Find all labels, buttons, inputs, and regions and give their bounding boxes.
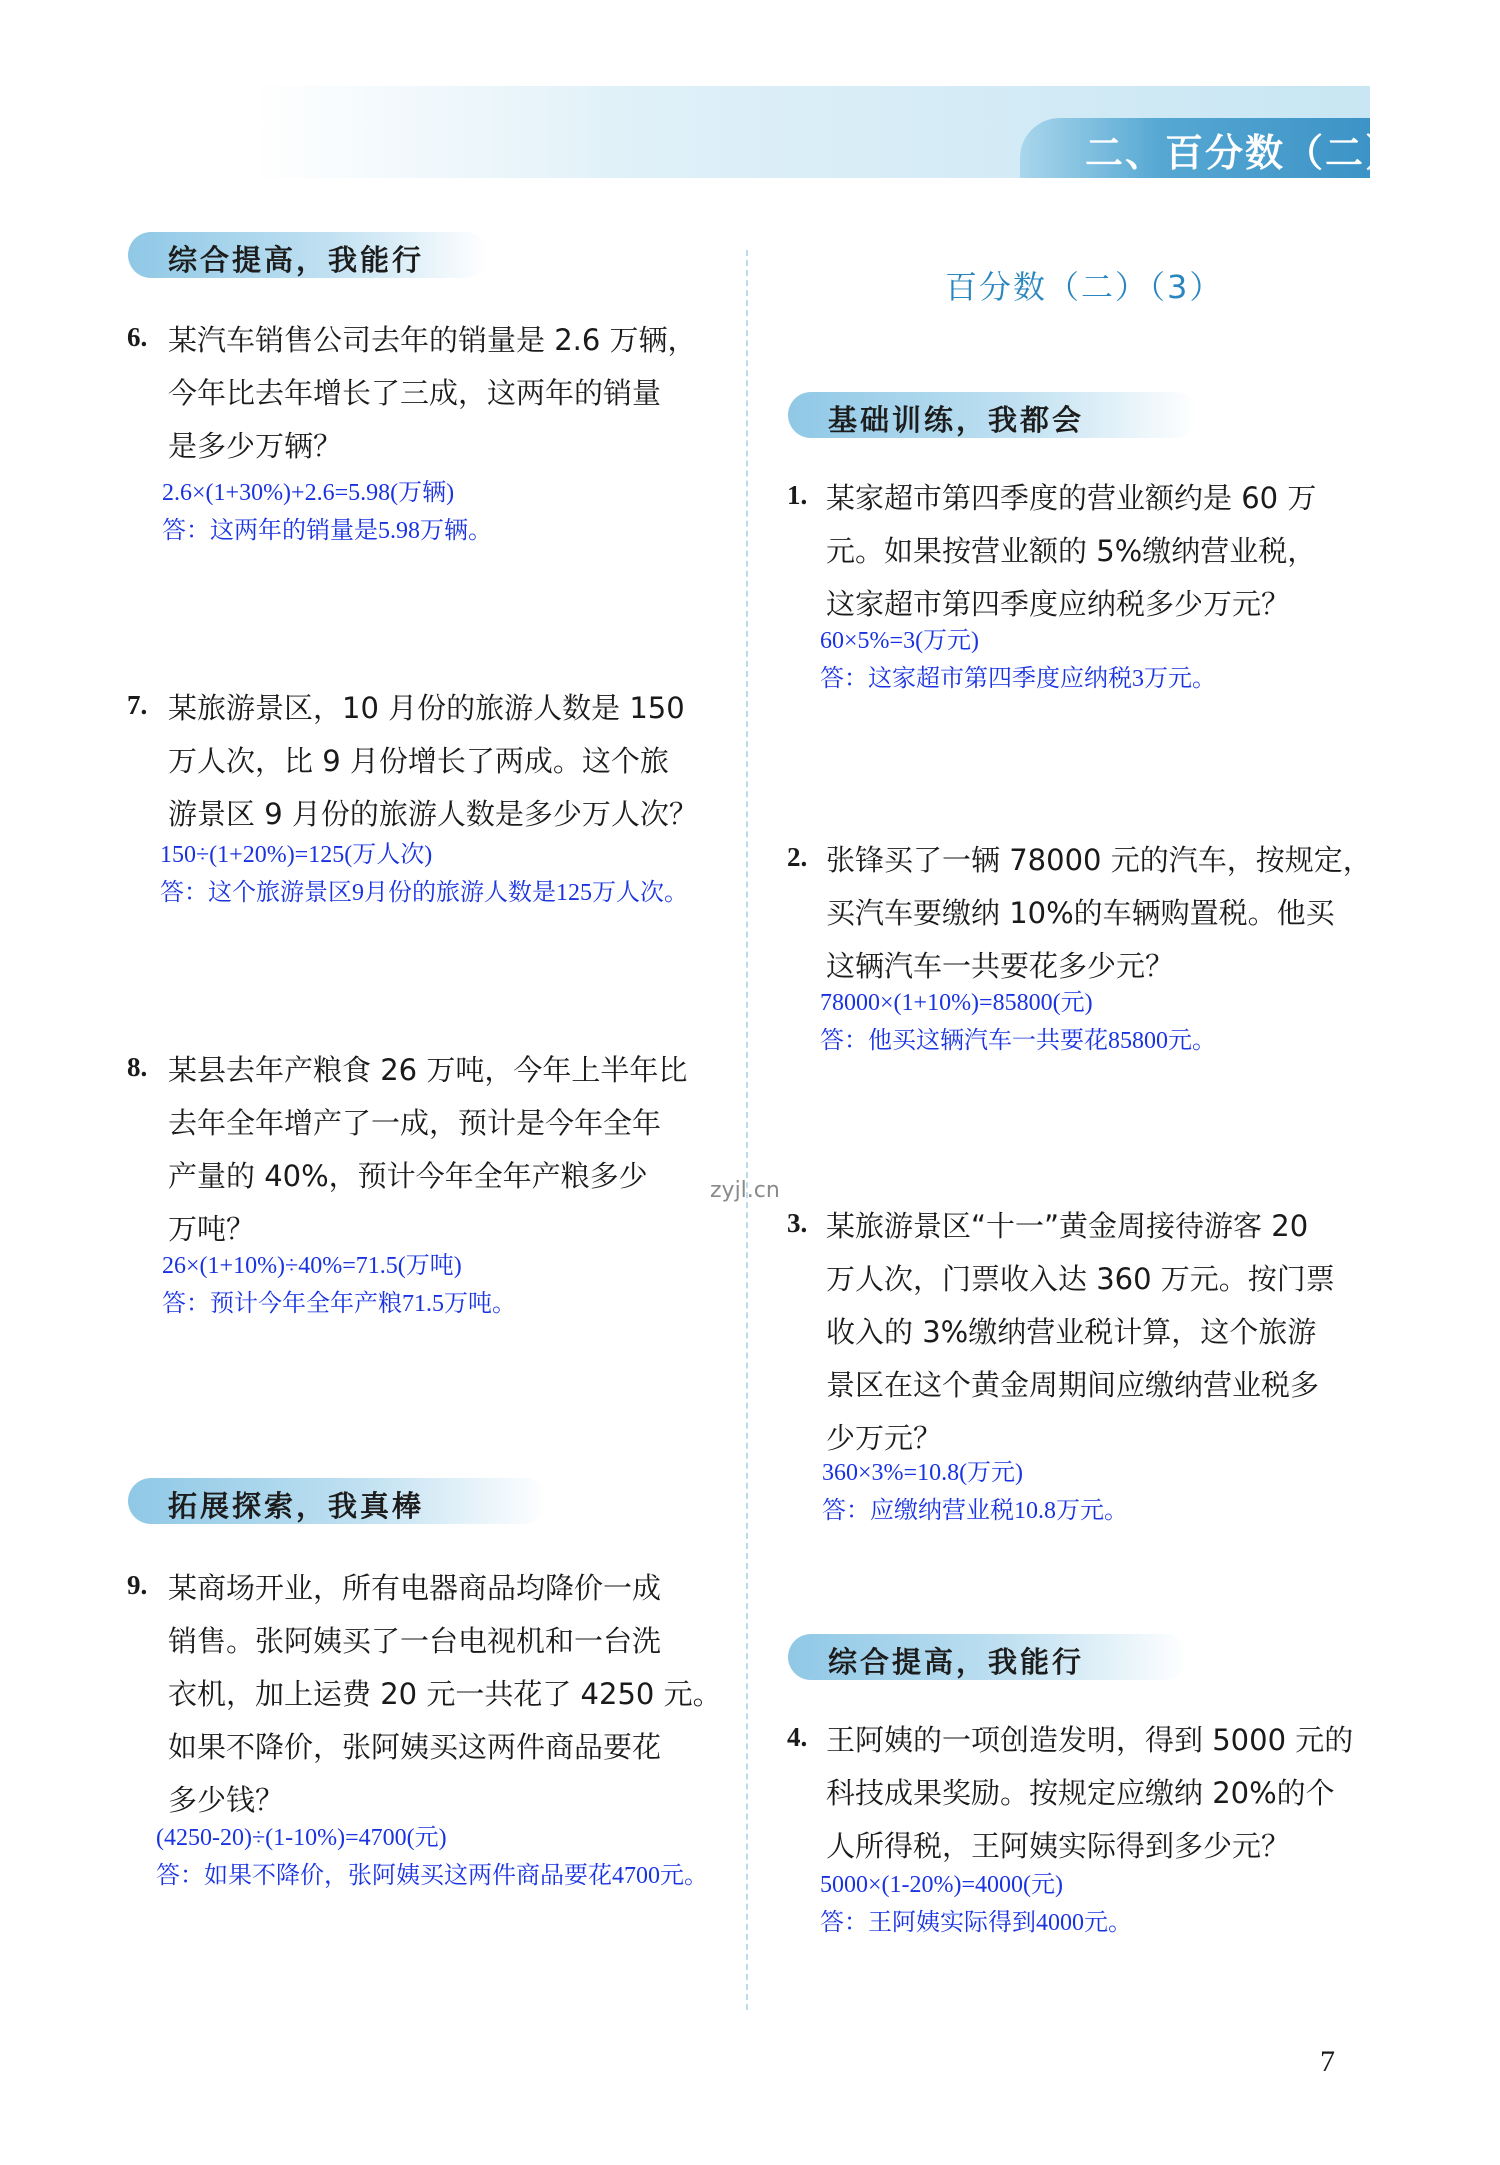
problem-9-answer-formula: (4250-20)÷(1-10%)=4700(元): [156, 1825, 447, 1851]
problem-4-answer-formula: 5000×(1-20%)=4000(元): [820, 1872, 1064, 1898]
problem-4-answer-text: 答：王阿姨实际得到4000元。: [820, 1910, 1132, 1936]
problem-9-answer-text: 答：如果不降价，张阿姨买这两件商品要花4700元。: [156, 1863, 708, 1889]
chapter-title: 二、百分数（二）: [1085, 131, 1406, 175]
problem-8-answer-formula: 26×(1+10%)÷40%=71.5(万吨): [162, 1253, 462, 1279]
problem-8-line: 万吨？: [168, 1212, 256, 1246]
problem-3-line: 收入的 3%缴纳营业税计算，这个旅游: [826, 1315, 1317, 1349]
problem-8-number: 8.: [127, 1052, 148, 1082]
watermark: zyjl.cn: [710, 1178, 780, 1203]
problem-1-line: 元。如果按营业额的 5%缴纳营业税，: [826, 534, 1317, 568]
problem-8-line: 某县去年产粮食 26 万吨，今年上半年比: [168, 1053, 688, 1087]
problem-2-line: 张锋买了一辆 78000 元的汽车，按规定，: [826, 843, 1372, 877]
problem-3-line: 万人次，门票收入达 360 万元。按门票: [826, 1262, 1335, 1296]
problem-1-number: 1.: [787, 480, 808, 510]
problem-2-line: 这辆汽车一共要花多少元？: [826, 949, 1175, 983]
column-divider: [746, 250, 748, 2010]
problem-9-line: 多少钱？: [168, 1783, 285, 1817]
problem-6-line: 某汽车销售公司去年的销量是 2.6 万辆，: [168, 323, 697, 357]
problem-4-line: 科技成果奖励。按规定应缴纳 20%的个: [826, 1776, 1335, 1810]
problem-8-line: 产量的 40%，预计今年全年产粮多少: [168, 1159, 648, 1193]
problem-9-line: 如果不降价，张阿姨买这两件商品要花: [168, 1730, 662, 1764]
problem-4-line: 人所得税，王阿姨实际得到多少元？: [826, 1829, 1291, 1863]
problem-7-answer-text: 答：这个旅游景区9月份的旅游人数是125万人次。: [160, 880, 688, 906]
lesson-title: 百分数（二）（3）: [945, 268, 1224, 306]
problem-6-line: 今年比去年增长了三成，这两年的销量: [168, 376, 662, 410]
problem-1-line: 某家超市第四季度的营业额约是 60 万: [826, 481, 1317, 515]
problem-2-answer-formula: 78000×(1+10%)=85800(元): [820, 990, 1093, 1016]
problem-7-line: 游景区 9 月份的旅游人数是多少万人次？: [168, 797, 698, 831]
problem-2-number: 2.: [787, 842, 808, 872]
problem-2-answer-text: 答：他买这辆汽车一共要花85800元。: [820, 1028, 1216, 1054]
problem-6-line: 是多少万辆？: [168, 429, 343, 463]
problem-1-line: 这家超市第四季度应纳税多少万元？: [826, 587, 1291, 621]
problem-2-line: 买汽车要缴纳 10%的车辆购置税。他买: [826, 896, 1335, 930]
page-number: 7: [1320, 2045, 1335, 2078]
problem-4-number: 4.: [787, 1722, 808, 1752]
problem-3-number: 3.: [787, 1208, 808, 1238]
problem-3-line: 景区在这个黄金周期间应缴纳营业税多: [826, 1368, 1320, 1402]
problem-8-line: 去年全年增产了一成，预计是今年全年: [168, 1106, 662, 1140]
problem-3-answer-text: 答：应缴纳营业税10.8万元。: [822, 1498, 1128, 1524]
problem-6-answer-text: 答：这两年的销量是5.98万辆。: [162, 518, 492, 544]
problem-9-line: 衣机，加上运费 20 元一共花了 4250 元。: [168, 1677, 722, 1711]
section-title-right-bottom: 综合提高，我能行: [828, 1645, 1085, 1679]
problem-6-answer-formula: 2.6×(1+30%)+2.6=5.98(万辆): [162, 480, 455, 506]
problem-6-number: 6.: [127, 322, 148, 352]
problem-3-line: 某旅游景区“十一”黄金周接待游客 20: [826, 1209, 1309, 1243]
section-title-left-top: 综合提高，我能行: [168, 243, 425, 277]
problem-8-answer-text: 答：预计今年全年产粮71.5万吨。: [162, 1291, 516, 1317]
problem-7-number: 7.: [127, 690, 148, 720]
section-title-right-top: 基础训练，我都会: [828, 403, 1085, 437]
problem-7-line: 某旅游景区，10 月份的旅游人数是 150: [168, 691, 685, 725]
problem-4-line: 王阿姨的一项创造发明，得到 5000 元的: [826, 1723, 1354, 1757]
problem-3-line: 少万元？: [826, 1421, 943, 1455]
problem-3-answer-formula: 360×3%=10.8(万元): [822, 1460, 1024, 1486]
problem-9-line: 某商场开业，所有电器商品均降价一成: [168, 1571, 662, 1605]
problem-1-answer-formula: 60×5%=3(万元): [820, 628, 980, 654]
problem-7-answer-formula: 150÷(1+20%)=125(万人次): [160, 842, 433, 868]
problem-1-answer-text: 答：这家超市第四季度应纳税3万元。: [820, 666, 1216, 692]
problem-9-line: 销售。张阿姨买了一台电视机和一台洗: [168, 1624, 662, 1658]
section-title-left-bottom: 拓展探索，我真棒: [168, 1489, 425, 1523]
problem-9-number: 9.: [127, 1570, 148, 1600]
problem-7-line: 万人次，比 9 月份增长了两成。这个旅: [168, 744, 669, 778]
